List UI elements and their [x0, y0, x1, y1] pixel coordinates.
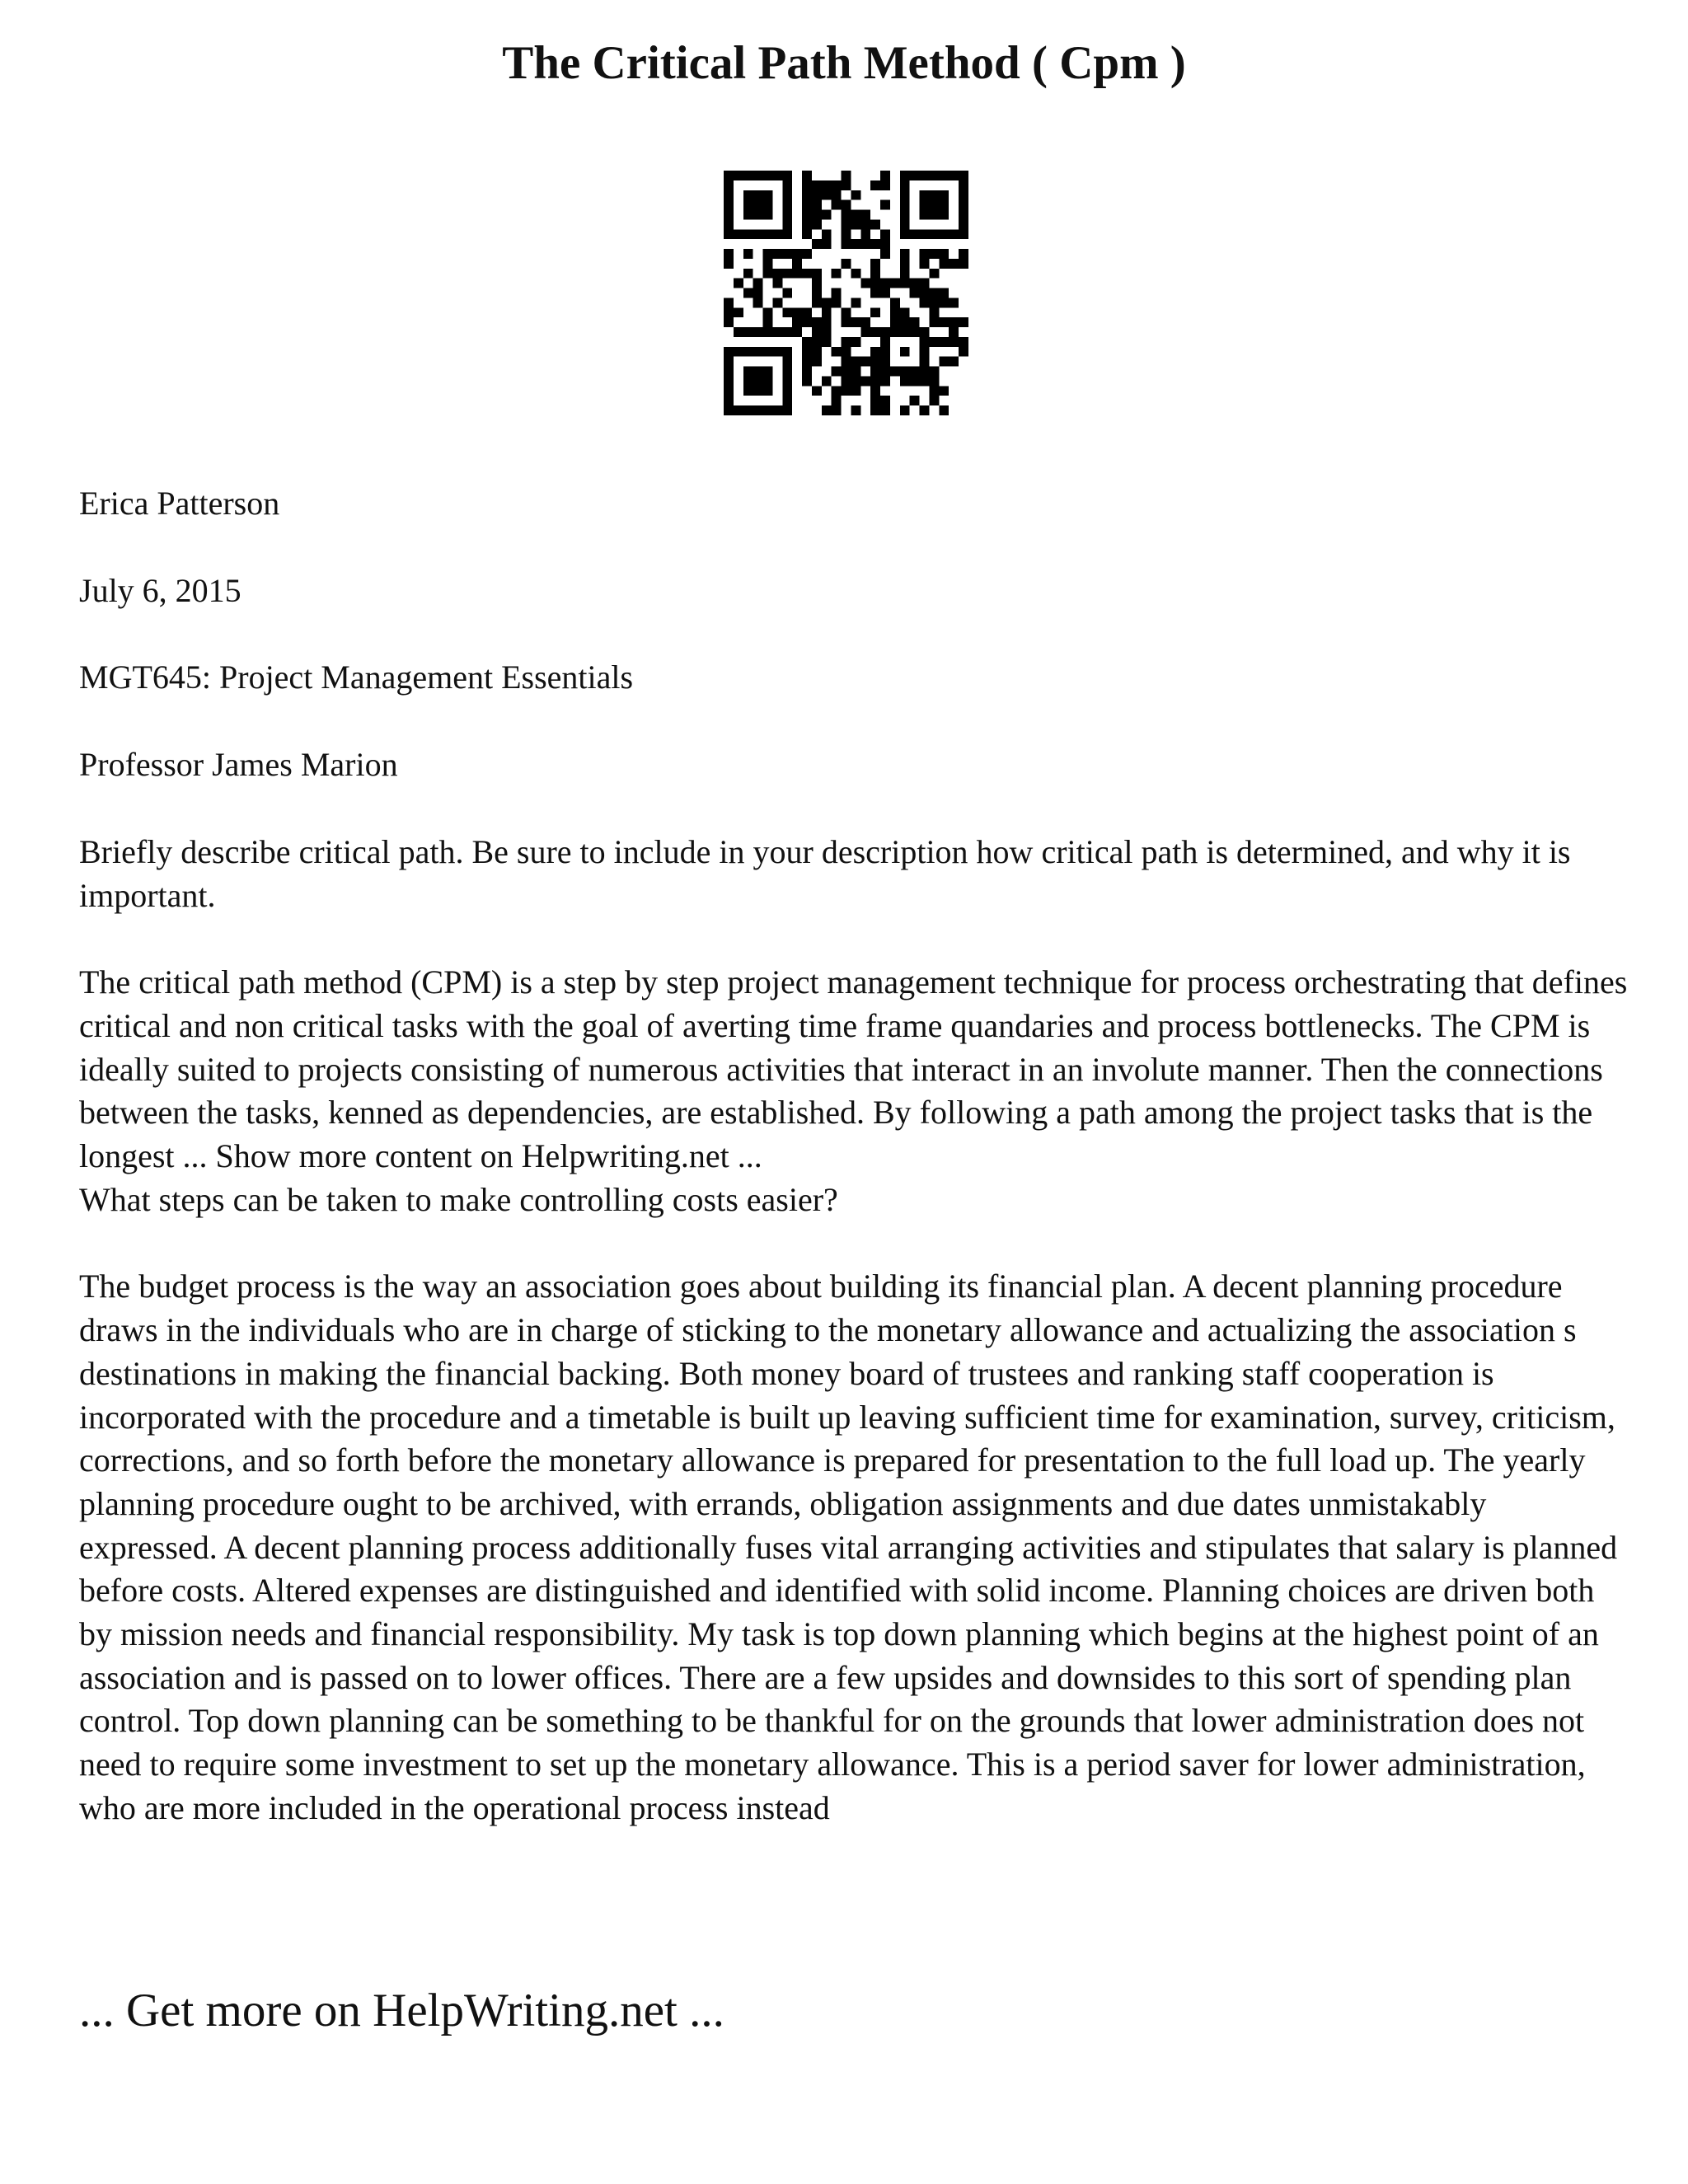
question-2: What steps can be taken to make controlling costs easier? — [79, 1180, 838, 1218]
document-body — [79, 482, 1629, 1830]
qr-code-icon — [724, 171, 968, 415]
answer-2: The budget process is the way an association goes about building its financial plan. A decent planning procedure draws in the individuals who are in charge of sticking to the monetary allowance and actualizing the association s destinations in making the financial backing. Both money board of trustees and ranking staff cooperation is incorporated with the procedure and a timetable is built up leaving sufficient time for examination, survey, criticism, corrections, and so forth before the monetary allowance is prepared for presentation to the full load up. The yearly planning procedure ought to be archived, with errands, obligation assignments and due dates unmistakably expressed. A decent planning process additionally fuses vital arranging activities and stipulates that salary is planned before costs. Altered expenses are distinguished and identified with solid income. Planning choices are driven both by mission needs and financial responsibility. My task is top down planning which begins at the highest point of an association and is passed on to lower offices. There are a few upsides and downsides to this sort of spending plan control. Top down planning can be something to be thankful for on the grounds that lower administration does not need to require some investment to set up the monetary allowance. This is a period saver for lower administration, who are more included in the operational process instead — [79, 1268, 1618, 1826]
get-more-link[interactable]: ... Get more on HelpWriting.net ... — [79, 1985, 724, 2036]
answer-1: The critical path method (CPM) is a step by step project management technique for process orchestrating that defines critical and non critical tasks with the goal of averting time frame quandaries and process bottlenecks. The CPM is ideally suited to projects consisting of numerous activities that interact in an involute manner. Then the connections between the tasks, kenned as dependencies, are established. By following a path among the project tasks that is the longest ... Show more content on Helpwriting.net ... — [79, 963, 1628, 1175]
document-date: July 6, 2015 — [79, 571, 241, 609]
professor-name: Professor James Marion — [79, 746, 398, 784]
course-name: MGT645: Project Management Essentials — [79, 658, 634, 696]
question-1: Briefly describe critical path. Be sure to include in your description how critical path is determined, and why it is important. — [79, 832, 1571, 914]
author-name: Erica Patterson — [79, 485, 280, 522]
document-title: The Critical Path Method ( Cpm ) — [502, 37, 1186, 89]
